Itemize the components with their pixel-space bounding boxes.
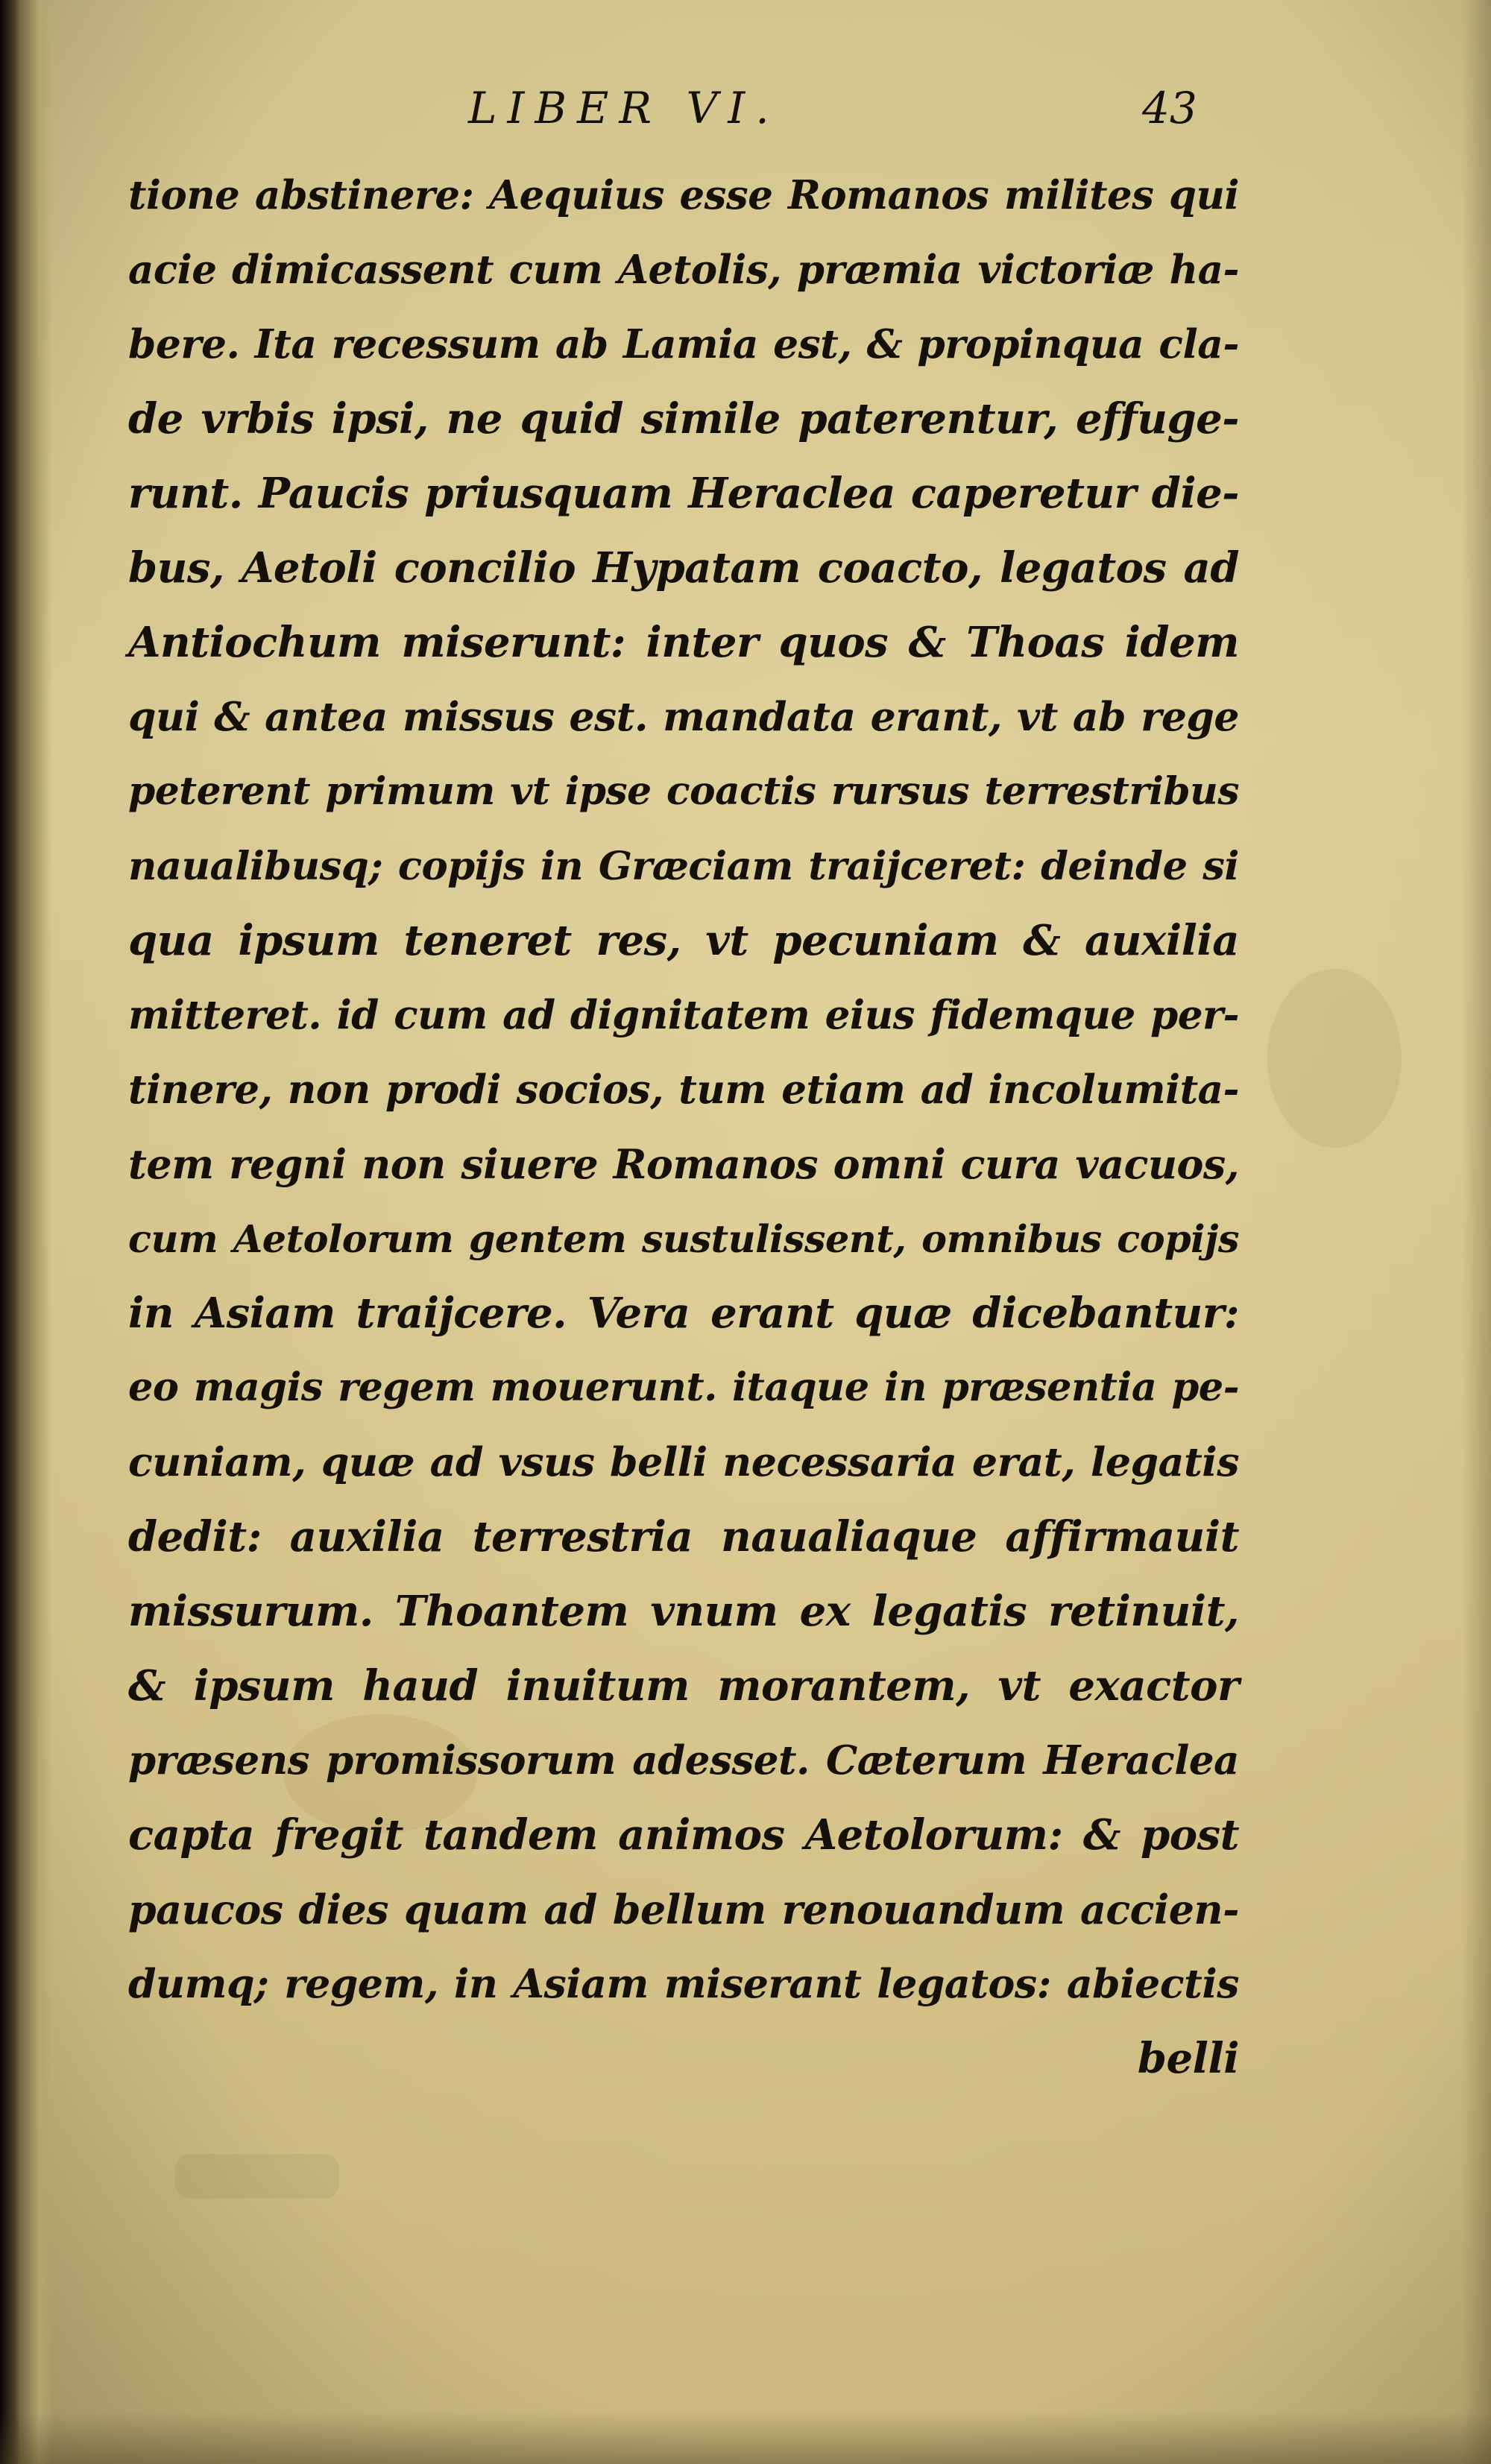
text-line: acie dimicassent cum Aetolis, præmia victoriæ ha- (128, 246, 1239, 293)
text-line: runt. Paucis priusquam Heraclea caperetur die- (128, 469, 1239, 518)
text-line: dedit: auxilia terrestria naualiaque affirmauit (128, 1512, 1239, 1561)
text-line: Antiochum miserunt: inter quos & Thoas idem (128, 618, 1239, 667)
text-line: bus, Aetoli concilio Hypatam coacto, legatos ad (128, 543, 1239, 593)
text-line: capta fregit tandem animos Aetolorum: & post (128, 1810, 1239, 1860)
paper-stain (1267, 969, 1402, 1148)
text-line: præsens promissorum adesset. Cæterum Heraclea (128, 1737, 1239, 1784)
text-line: tem regni non siuere Romanos omni cura vacuos, (128, 1140, 1239, 1188)
text-line: cuniam, quæ ad vsus belli necessaria erat, legatis (128, 1438, 1239, 1485)
text-line: mitteret. id cum ad dignitatem eius fidemque per- (128, 991, 1239, 1038)
text-line: & ipsum haud inuitum morantem, vt exactor (128, 1661, 1239, 1710)
bleed-through-mark (175, 2154, 339, 2199)
text-line: dumq; regem, in Asiam miserant legatos: abiectis (128, 1960, 1239, 2007)
text-line: qua ipsum teneret res, vt pecuniam & auxilia (128, 916, 1239, 965)
text-line: bere. Ita recessum ab Lamia est, & propinqua cla- (128, 320, 1239, 367)
text-line: eo magis regem mouerunt. itaque in præsentia pe- (128, 1365, 1239, 1410)
text-line: tione abstinere: Aequius esse Romanos milites qui (128, 172, 1239, 218)
text-line: paucos dies quam ad bellum renouandum accien- (128, 1886, 1239, 1933)
page-edge-shadow (1461, 0, 1491, 2464)
text-line: tinere, non prodi socios, tum etiam ad incolumita- (128, 1067, 1239, 1113)
running-head: LIBER VI. (468, 83, 780, 133)
page-header (0, 75, 1491, 142)
text-line: qui & antea missus est. mandata erant, vt ab rege (128, 693, 1239, 740)
text-line: cum Aetolorum gentem sustulissent, omnibus copijs (128, 1216, 1239, 1261)
page-bottom-shadow (0, 2412, 1491, 2464)
text-line: naualibusq; copijs in Græciam traijceret: deinde si (128, 843, 1239, 889)
text-line: de vrbis ipsi, ne quid simile paterentur, effuge- (128, 394, 1239, 443)
page-number: 43 (1142, 83, 1197, 133)
catchword: belli (1137, 2034, 1239, 2083)
text-line: in Asiam traijcere. Vera erant quæ dicebantur: (128, 1289, 1239, 1338)
binding-fold-shadow (0, 0, 19, 2464)
text-line: peterent primum vt ipse coactis rursus terrestribus (128, 768, 1239, 814)
text-line: missurum. Thoantem vnum ex legatis retinuit, (128, 1587, 1239, 1636)
body-text (128, 158, 1239, 2096)
